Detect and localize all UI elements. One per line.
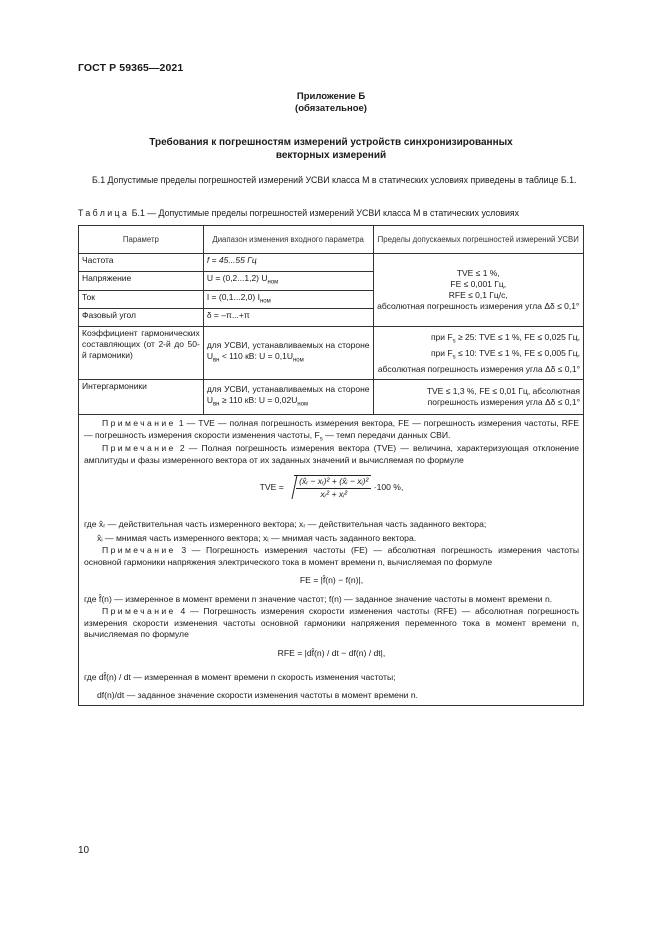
range-harm-sub2: ном [292,357,304,364]
range-inter-a: для УСВИ, устанавливаемых на стороне U [206,384,370,406]
note-2-label: Примечание [102,443,176,453]
note-3-text: 3 — Погрешность измерения частоты (FE) — абсолютная погрешность измерения частоты основной гармоники напряжения электрического тока в момент времени n, вычисляемая по формуле [84,545,579,567]
range-inter-sub2: ном [297,401,309,408]
table-caption [78,207,584,219]
range-voltage [203,272,373,291]
limit-harm-2a: при F [430,347,453,358]
where-4: где df̂(n) / dt — измеренная в момент времени n скорость изменения частоты; [84,672,396,682]
tve-fraction [296,476,371,500]
note-2-text: 2 — Полная погрешность измерения вектора (TVE) — величина, характеризующая отклонение амплитуды и фазы измеренного вектора от их заданных значений и вычисляемая по формуле [84,443,579,465]
range-current-text: I = (0,1...2,0) I [206,291,260,302]
appendix-title [78,136,584,162]
note-2 [84,443,579,466]
param-voltage: Напряжение [79,272,204,291]
note-1-tail: — темп передачи данных СВИ. [322,429,451,440]
where-5: df(n)/dt — заданное значение скорости изменения частоты в момент времени n. [97,690,419,700]
where-1: где x̂ᵣ — действительная часть измеренного вектора; xᵣ — действительная часть заданного вектора; [84,519,487,529]
range-harmonics [203,327,373,380]
intro-paragraph: Б.1 Допустимые пределы погрешностей измерений УСВИ класса М в статических условиях приведены в таблице Б.1. [92,175,577,185]
tve-lhs: TVE = [259,481,284,492]
note-1-text: 1 — TVE — полная погрешность измерения вектора, FE — погрешность измерения частоты, RFE — погрешность измерения скорости изменения частоты, F [84,418,579,440]
tve-denominator: xᵣ² + xᵢ² [320,488,348,499]
note-1-label: Примечание [102,418,176,428]
limit-harm-2b: ≤ 10: TVE ≤ 1 %, FE ≤ 0,005 Гц, [455,347,580,358]
note-4-text: 4 — Погрешность измерения скорости изменения частоты (RFE) — абсолютная погрешность измерения скорости изменения частоты основной гармоники напряжения переменного тока в момент времени n, вычисляемая по формуле [84,606,579,640]
error-limits-table [78,225,584,415]
caption-label: Таблица [78,208,130,218]
range-phase-angle: δ = –π...+π [203,309,373,327]
rfe-formula: RFE = |df̂(n) / dt − df(n) / dt|, [277,648,386,658]
limit-harm-1 [377,332,581,348]
range-inter-b: ≥ 110 кВ: U = 0,02U [219,395,298,406]
param-phase-angle: Фазовый угол [79,309,204,327]
appendix-heading [78,91,584,115]
range-harm-a: для УСВИ, устанавливаемых на стороне U [206,340,370,362]
range-harm-b: < 110 кВ: U = 0,1U [219,351,293,362]
tve-sqrt [294,475,371,500]
limit-harm-1s: s [452,338,456,345]
range-inter-sub: вн [212,401,220,408]
note-1-sub: s [319,436,323,443]
limit-fe: FE ≤ 0,001 Гц, [450,279,507,290]
range-frequency: f = 45...55 Гц [203,254,373,272]
limit-harm-2s: s [452,354,456,361]
param-frequency: Частота [79,254,204,272]
fe-formula: FE = |f̂(n) − f(n)|, [299,575,364,585]
range-voltage-text: U = (0,2...1,2) U [206,273,268,283]
note-3-label: Примечание [102,545,176,555]
header-parameter: Параметр [79,226,204,254]
where-2: x̂ᵢ — мнимая часть измеренного вектора; xᵢ — мнимая часть заданного вектора. [97,533,417,543]
limit-harm-1a: при F [430,332,453,343]
tve-numerator: (x̂ᵣ − xᵣ)² + (x̂ᵢ − xᵢ)² [296,476,371,489]
standard-header: ГОСТ Р 59365—2021 [78,62,184,74]
where-3: где f̂(n) — измеренное в момент времени n значение частот; f(n) — заданное значение частоты в момент времени n. [84,594,553,604]
limits-interharmonics: TVE ≤ 1,3 %, FE ≤ 0,01 Гц, абсолютная погрешность измерения угла Δδ ≤ 0,1° [373,380,584,415]
param-interharmonics: Интергармоники [79,380,204,415]
tve-tail: ·100 %, [373,481,404,492]
title-line-2: векторных измерений [275,150,387,161]
caption-text: Б.1 — Допустимые пределы погрешностей измерений УСВИ класса М в статических условиях [129,208,520,218]
note-1 [84,418,579,446]
limit-angle: абсолютная погрешность измерения угла Δδ ≤ 0,1° [377,301,580,312]
page-number: 10 [78,845,90,856]
limits-basic [373,254,584,327]
limit-harm-2 [377,348,581,364]
appendix-type: (обязательное) [295,103,367,114]
range-harm-sub: вн [212,357,220,364]
range-current [203,290,373,309]
limits-harmonics [373,327,584,380]
note-3 [84,545,579,568]
header-range: Диапазон изменения входного параметра [203,226,373,254]
limit-rfe: RFE ≤ 0,1 Гц/с, [448,290,508,301]
note-4-label: Примечание [102,606,176,616]
param-current: Ток [79,290,204,309]
limit-harm-1b: ≥ 25: TVE ≤ 1 %, FE ≤ 0,025 Гц, [455,332,580,343]
limit-tve: TVE ≤ 1 %, [456,268,500,279]
limit-harm-3: абсолютная погрешность измерения угла Δδ ≤ 0,1° [377,363,580,374]
header-limits: Пределы допускаемых погрешностей измерений УСВИ [373,226,584,254]
appendix-name: Приложение Б [296,91,366,102]
param-harmonics: Коэффициент гармонических составляющих (от 2-й до 50-й гармоники) [79,327,204,380]
note-4 [84,606,579,641]
notes-block [78,415,584,706]
range-current-sub: ном [259,298,271,305]
range-voltage-sub: ном [267,279,279,286]
range-interharmonics [203,380,373,415]
title-line-1: Требования к погрешностям измерений устройств синхронизированных [149,137,513,148]
tve-formula [84,475,579,500]
